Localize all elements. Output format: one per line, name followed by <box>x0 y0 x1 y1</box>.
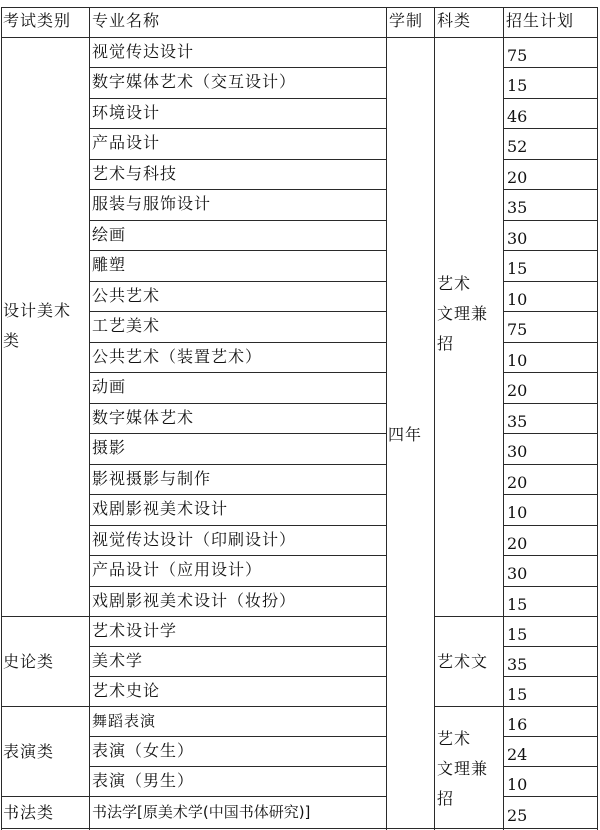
major-name: 雕塑 <box>92 255 127 274</box>
subject-line: 招 <box>437 334 455 353</box>
quota-value: 25 <box>507 806 528 825</box>
subject-design-art <box>437 269 501 359</box>
major-name: 艺术设计学 <box>92 621 178 640</box>
row-divider <box>503 586 598 587</box>
row-divider <box>503 250 598 251</box>
quota-value: 10 <box>507 290 528 309</box>
group-divider <box>1 616 387 617</box>
row-divider <box>503 128 598 129</box>
table-border-top <box>1 7 598 8</box>
subject-performance <box>437 724 501 814</box>
major-name: 绘画 <box>92 225 127 244</box>
quota-value: 46 <box>507 107 528 126</box>
major-name: 戏剧影视美术设计（妆扮） <box>92 591 297 610</box>
duration-value: 四年 <box>388 425 423 444</box>
subject-line: 文理兼 <box>437 304 489 323</box>
quota-value: 30 <box>507 564 528 583</box>
row-divider <box>89 67 387 68</box>
group-divider <box>434 706 598 707</box>
quota-value: 35 <box>507 198 528 217</box>
quota-value: 10 <box>507 775 528 794</box>
quota-value: 15 <box>507 625 528 644</box>
quota-value: 35 <box>507 655 528 674</box>
subject-line: 文理兼 <box>437 759 489 778</box>
major-name: 艺术与科技 <box>92 164 178 183</box>
row-divider <box>89 250 387 251</box>
major-name: 摄影 <box>92 438 127 457</box>
row-divider <box>503 67 598 68</box>
major-name: 数字媒体艺术（交互设计） <box>92 72 297 91</box>
row-divider <box>89 189 387 190</box>
header-subject: 科类 <box>437 11 472 30</box>
major-name: 产品设计 <box>92 133 161 152</box>
row-divider <box>503 342 598 343</box>
row-divider <box>503 403 598 404</box>
row-divider <box>503 220 598 221</box>
row-divider <box>503 372 598 373</box>
major-name: 数字媒体艺术 <box>92 408 195 427</box>
row-divider <box>503 433 598 434</box>
category-history-theory: 史论类 <box>3 652 55 671</box>
quota-value: 15 <box>507 259 528 278</box>
major-name: 表演（女生） <box>92 741 195 760</box>
quota-value: 15 <box>507 685 528 704</box>
subject-line: 艺术 <box>437 729 472 748</box>
major-name: 服装与服饰设计 <box>92 194 212 213</box>
row-divider <box>89 128 387 129</box>
row-divider <box>503 676 598 677</box>
major-name: 环境设计 <box>92 103 161 122</box>
row-divider <box>89 766 387 767</box>
row-divider <box>89 159 387 160</box>
quota-value: 30 <box>507 442 528 461</box>
header-category: 考试类别 <box>3 11 72 30</box>
table-border-bottom <box>1 828 598 829</box>
quota-value: 52 <box>507 137 528 156</box>
row-divider <box>503 159 598 160</box>
row-divider <box>503 281 598 282</box>
subject-history-theory: 艺术文 <box>437 652 489 671</box>
quota-value: 10 <box>507 503 528 522</box>
row-divider <box>89 646 387 647</box>
quota-value: 16 <box>507 715 528 734</box>
row-divider <box>89 311 387 312</box>
row-divider <box>89 586 387 587</box>
major-name: 美术学 <box>92 651 144 670</box>
row-divider <box>503 736 598 737</box>
quota-value: 75 <box>507 46 528 65</box>
row-divider <box>89 676 387 677</box>
quota-value: 75 <box>507 320 528 339</box>
row-divider <box>89 220 387 221</box>
category-design-art <box>3 296 87 356</box>
quota-value: 20 <box>507 473 528 492</box>
header-duration: 学制 <box>389 11 424 30</box>
row-divider <box>89 464 387 465</box>
quota-value: 35 <box>507 412 528 431</box>
header-divider <box>1 37 598 38</box>
category-performance: 表演类 <box>3 742 55 761</box>
quota-value: 20 <box>507 381 528 400</box>
row-divider <box>89 281 387 282</box>
row-divider <box>503 555 598 556</box>
row-divider <box>503 494 598 495</box>
major-name: 书法学[原美术学(中国书体研究)] <box>92 803 311 821</box>
row-divider <box>503 464 598 465</box>
major-name: 表演（男生） <box>92 771 195 790</box>
group-divider <box>434 616 598 617</box>
major-name: 舞蹈表演 <box>92 712 157 730</box>
subject-line: 艺术 <box>437 274 472 293</box>
major-name: 视觉传达设计 <box>92 42 195 61</box>
quota-value: 20 <box>507 168 528 187</box>
major-name: 产品设计（应用设计） <box>92 560 263 579</box>
major-name: 公共艺术 <box>92 286 161 305</box>
major-name: 艺术史论 <box>92 681 161 700</box>
major-name: 公共艺术（装置艺术） <box>92 347 263 366</box>
row-divider <box>503 189 598 190</box>
major-name: 视觉传达设计（印刷设计） <box>92 530 297 549</box>
category-line: 类 <box>3 331 21 350</box>
row-divider <box>89 736 387 737</box>
category-line: 设计美术 <box>3 301 72 320</box>
category-calligraphy: 书法类 <box>3 803 55 822</box>
row-divider <box>89 342 387 343</box>
major-name: 动画 <box>92 377 127 396</box>
row-divider <box>89 372 387 373</box>
row-divider <box>503 525 598 526</box>
quota-value: 15 <box>507 76 528 95</box>
row-divider <box>89 494 387 495</box>
row-divider <box>89 98 387 99</box>
quota-value: 10 <box>507 351 528 370</box>
row-divider <box>89 403 387 404</box>
major-name: 影视摄影与制作 <box>92 469 212 488</box>
row-divider <box>89 433 387 434</box>
quota-value: 20 <box>507 534 528 553</box>
quota-value: 30 <box>507 229 528 248</box>
quota-value: 24 <box>507 745 528 764</box>
row-divider <box>503 766 598 767</box>
header-major: 专业名称 <box>92 11 161 30</box>
major-name: 工艺美术 <box>92 316 161 335</box>
row-divider <box>503 98 598 99</box>
group-divider <box>1 796 387 797</box>
group-divider <box>1 706 387 707</box>
major-name: 戏剧影视美术设计 <box>92 499 229 518</box>
row-divider <box>503 311 598 312</box>
row-divider <box>503 646 598 647</box>
row-divider <box>503 796 598 797</box>
row-divider <box>89 525 387 526</box>
quota-value: 15 <box>507 595 528 614</box>
header-quota: 招生计划 <box>506 11 575 30</box>
subject-line: 招 <box>437 789 455 808</box>
row-divider <box>89 555 387 556</box>
